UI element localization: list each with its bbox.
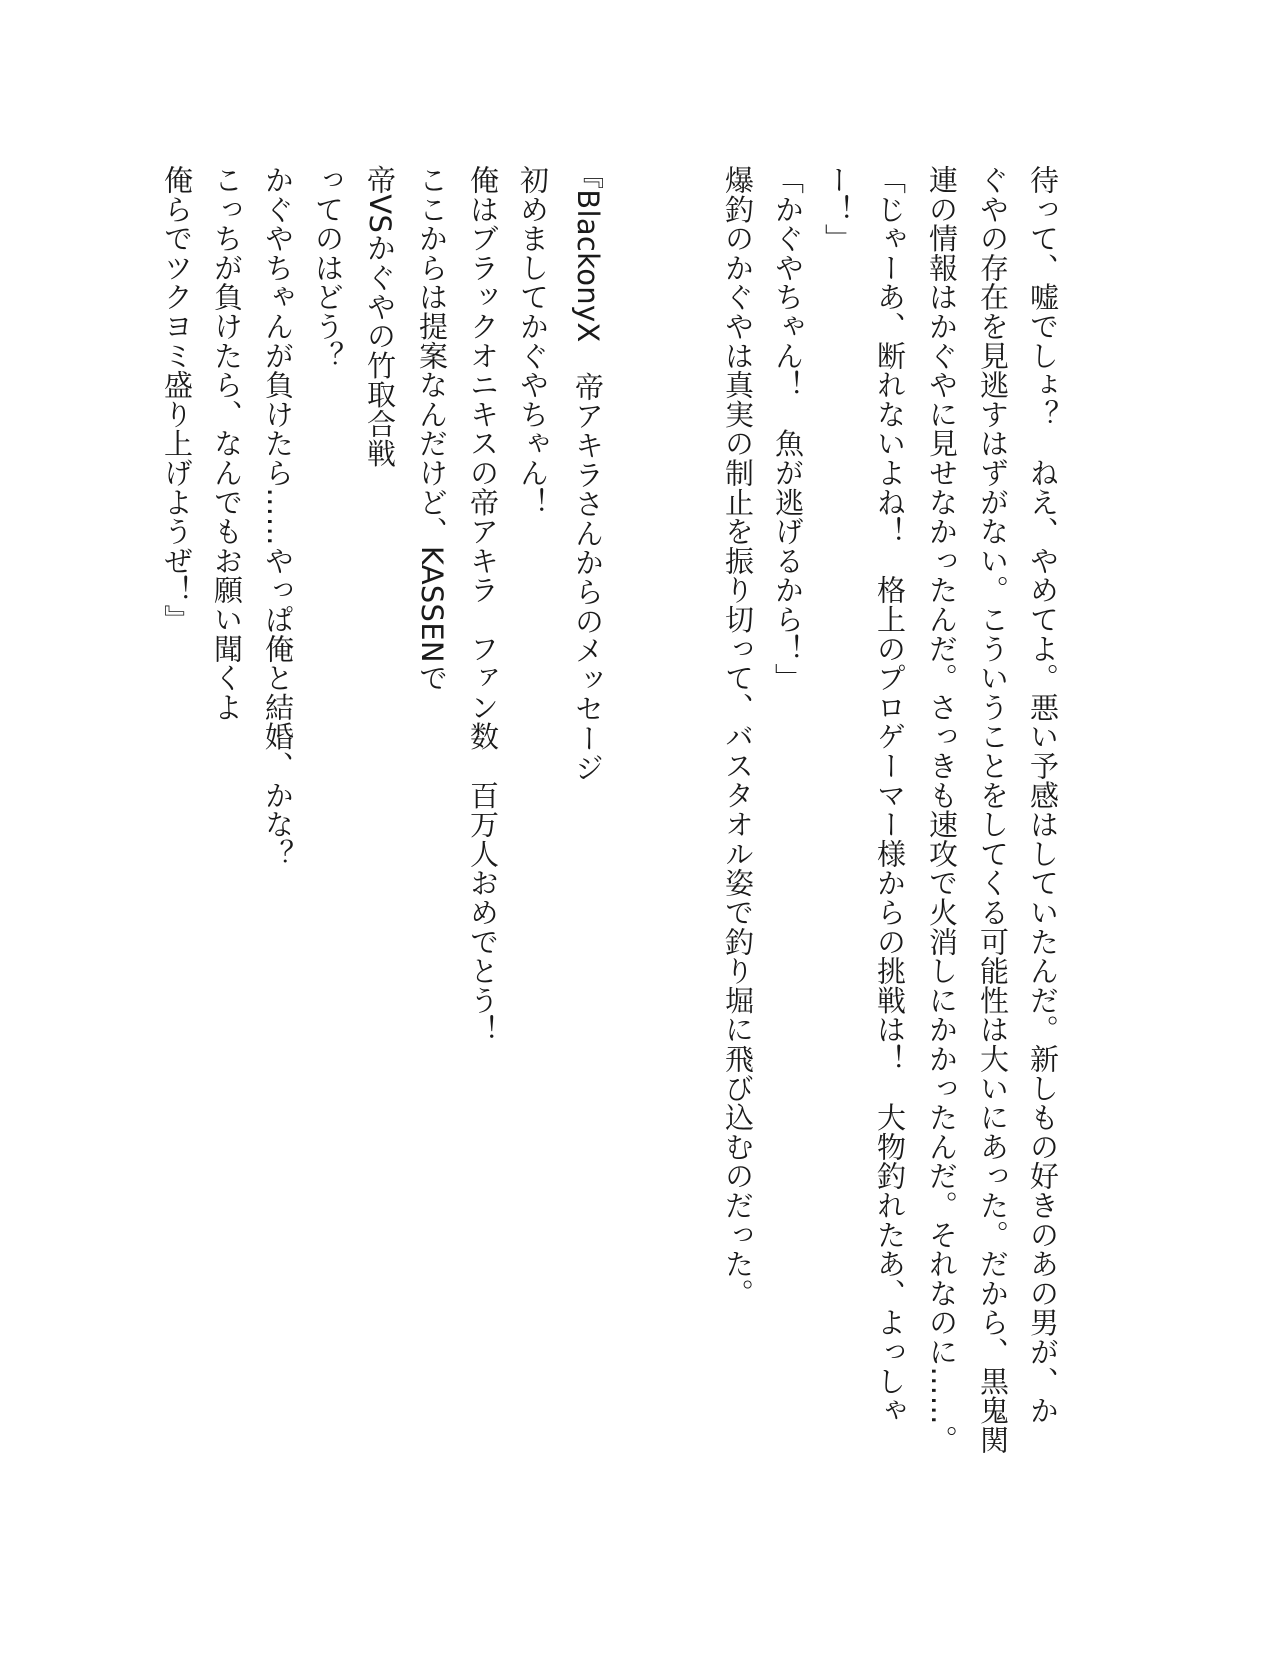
narration-line: ぐやの存在を見逃すはずがない。こういうことをしてくる可能性は大いにあった。だから、黒鬼関 (976, 165, 1010, 1455)
message-line: 帝VSかぐやの竹取合戦 (363, 165, 397, 468)
narration-line: 待って、嘘でしょ？ ねえ、やめてよ。悪い予感はしていたんだ。新しもの好きのあの男が、か (1026, 165, 1060, 1425)
dialogue-line: ー！」 (821, 165, 855, 253)
message-line: ってのはどう？ (311, 165, 345, 371)
message-line: 『BlackonyX 帝アキラさんからのメッセージ (571, 160, 605, 783)
message-line: ここからは提案なんだけど、KASSENで (415, 165, 449, 693)
message-line: 俺らでツクヨミ盛り上げようぜ！』 (160, 165, 194, 634)
message-line: 俺はブラックオニキスの帝アキラ ファン数 百万人おめでとう！ (466, 165, 500, 1044)
dialogue-line: 「じゃーあ、断れないよね！ 格上のプロゲーマー様からの挑戦は！ 大物釣れたあ、よっしゃ (873, 165, 907, 1425)
narration-line: 爆釣のかぐやは真実の制止を振り切って、バスタオル姿で釣り堀に飛び込むのだった。 (721, 165, 755, 1308)
narration-line: 連の情報はかぐやに見せなかったんだ。さっきも速攻で火消しにかかったんだ。それなのに……。 (925, 165, 959, 1455)
dialogue-line: 「かぐやちゃん！ 魚が逃げるから！」 (771, 165, 805, 693)
message-line: かぐやちゃんが負けたら……やっぱ俺と結婚、かな？ (261, 165, 295, 869)
message-line: 初めましてかぐやちゃん！ (516, 165, 550, 517)
message-line: こっちが負けたら、なんでもお願い聞くよ (210, 165, 244, 722)
